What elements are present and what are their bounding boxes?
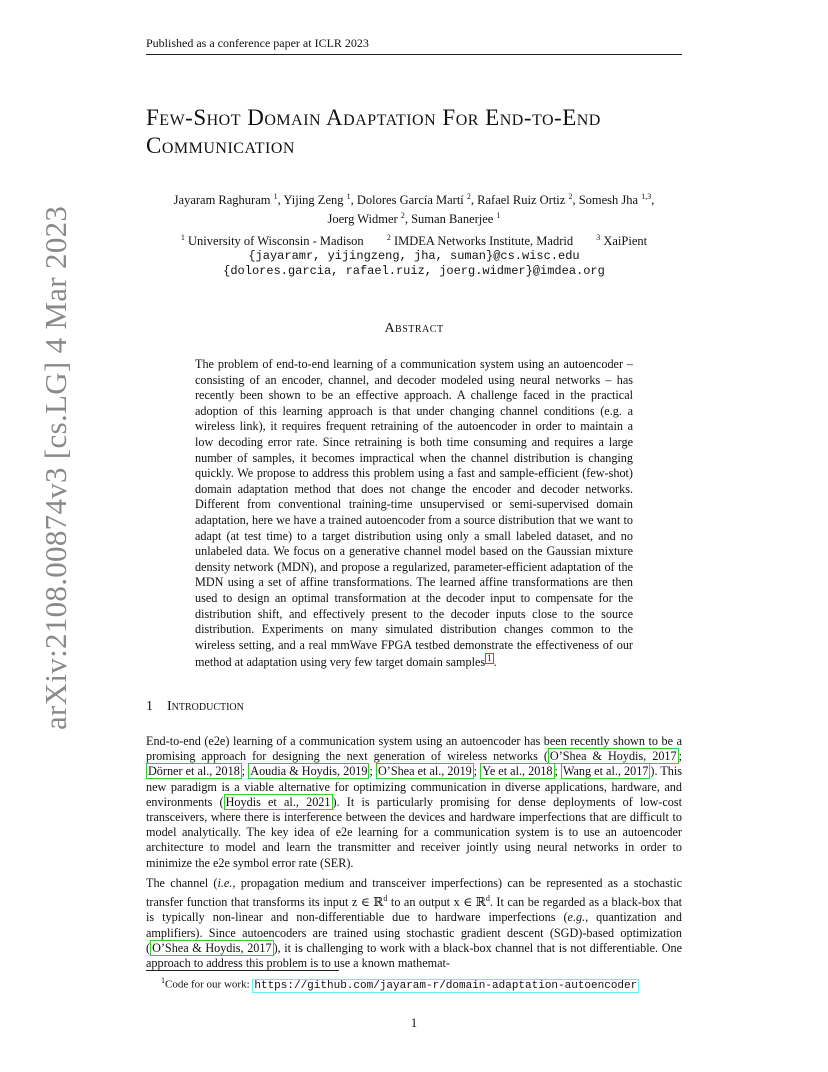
author-affil-mark: 1 (273, 192, 278, 201)
title-line-2: Communication (146, 133, 295, 158)
author-affil-mark: 2 (568, 192, 573, 201)
footnote-rule (146, 970, 339, 971)
citation-link[interactable]: O’Shea & Hoydis, 2017 (152, 940, 272, 955)
paragraph-text: End-to-end (e2e) learning of a communication system using an autoencoder has been recently shown to be a promising approach for designing the next generation of wireless networks ( (146, 734, 682, 764)
paper-title (146, 104, 706, 160)
footnote-url-link[interactable]: https://github.com/jayaram-r/domain-adaptation-autoencoder (254, 979, 638, 992)
paragraph-text: The channel ( (146, 876, 218, 890)
intro-paragraph-2: The channel (i.e., propagation medium and transceiver imperfections) can be represented as a stochastic transfer function that transforms its input z ∈ ℝ$^d$ to an output x ∈ ℝ$^d$. It can be regarded as a black-box that is typically non-linear and non-differentiable due to hardware imperfections (e.g., quantization and amplifiers). Since autoencoders are trained using stochastic gradient descent (SGD)-based optimization ( O’Shea & Hoydis, 2017 ), it is challenging to work with a black-box channel that is not differentiable. One approach to address this problem is to use a known mathemat- (146, 876, 683, 971)
author-name: Dolores García Martí (356, 193, 464, 208)
paragraph-text: , propagation medium and transceiver imperfections) can be represented as a stochastic transfer function that transforms its input z ∈ ℝ (146, 876, 682, 910)
section-title: Introduction (167, 699, 244, 714)
email-imdea: {dolores.garcia, rafael.ruiz, joerg.widmer}@imdea.org (223, 264, 605, 278)
email-wisc: {jayaramr, yijingzeng, jha, suman}@cs.wisc.edu (248, 249, 580, 263)
citation-link[interactable]: Hoydis et al., 2021 (225, 794, 331, 809)
footnote (146, 976, 706, 992)
citation-link[interactable]: O’Shea et al., 2019 (377, 764, 472, 779)
affiliations (146, 233, 682, 249)
header-rule (146, 54, 682, 55)
page-number: 1 (410, 1016, 418, 1030)
author-affil-mark: 1 (346, 192, 351, 201)
citation-link[interactable]: Aoudia & Hoydis, 2019 (250, 764, 368, 779)
footnote-link[interactable]: 1 (487, 653, 492, 664)
author-name: Yijing Zeng (283, 193, 344, 208)
title-line-1: Few-Shot Domain Adaptation For End-to-End (146, 105, 601, 130)
author-affil-mark: 1 (496, 211, 501, 221)
author-list: Jayaram Raghuram $^1$, Yijing Zeng $^1$, Dolores García Martí $^2$, Rafael Ruiz Ortiz $^2$, Somesh Jha $^{1,3}$, Joerg Widmer $^2$, Suman Banerjee $^1$ (173, 192, 655, 227)
intro-paragraph-1: End-to-end (e2e) learning of a communication system using an autoencoder has been recently shown to be a promising approach for designing the next generation of wireless networks ( O’Shea & Hoydis, 2017 ; Dörner et al., 2018 ; Aoudia & Hoydis, 2019 ; O’Shea et al., 2019 ; Ye et al., 2018 ; Wang et al., 2017 ). This new paradigm is a viable alternative for optimizing communication in diverse applications, hardware, and environments ( Hoydis et al., 2021 ). It is particularly promising for dense deployments of low-cost transceivers, where there is interference between the devices and hardware imperfections that are difficult to model analytically. The key idea of e2e learning for a communication system is to use an autoencoder architecture to model and learn the transmitter and receiver jointly using neural networks in order to minimize the e2e symbol error rate (SER). (146, 734, 683, 870)
affiliation-3: $^3$ XaiPient (596, 233, 648, 249)
paragraph-text: ). This new paradigm is a viable alternative for optimizing communication in diverse applications, hardware, and environments ( (146, 764, 683, 809)
section-heading-introduction (146, 699, 244, 715)
author-name: Joerg Widmer (327, 212, 398, 227)
citation-link[interactable]: Wang et al., 2017 (562, 764, 649, 779)
author-name: Suman Banerjee (411, 212, 494, 227)
author-name: Somesh Jha (578, 193, 639, 208)
abstract-body: The problem of end-to-end learning of a communication system using an autoencoder – consisting of an encoder, channel, and decoder modeled using neural networks – has recently been shown to be an effective approach. A challenge faced in the practical adoption of this learning approach is that under changing channel conditions (e.g. a wireless link), it requires frequent retraining of the autoencoder in order to maintain a low decoding error rate. Since retraining is both time consuming and requires a large number of samples, it becomes impractical when the channel distribution is changing quickly. We propose to address this problem using a fast and sample-efficient (few-shot) domain adaptation method that does not change the encoder and decoder networks. Different from conventional training-time unsupervised or semi-supervised domain adaptation, here we have a trained autoencoder from a source distribution that we want to adapt (at test time) to a target distribution using only a small labeled dataset, and no unlabeled data. We focus on a generative channel model based on the Gaussian mixture density network (MDN), and propose a regularized, parameter-efficient adaptation of the MDN using a set of affine transformations. The learned affine transformations are then used to design an optimal transformation at the decoder input to compensate for the distribution shift, and effectively present to the decoder inputs close to the source distribution. Experiments on many simulated distribution changes common to the wireless setting, and a real mmWave FPGA testbed demonstrate the effectiveness of our method at adaptation using very few target domain samples 1 . (195, 357, 633, 670)
footnote-text: Code for our work: (165, 978, 253, 991)
citation-link[interactable]: Dörner et al., 2018 (148, 764, 240, 779)
arxiv-identifier: arXiv:2108.00874v3 [cs.LG] 4 Mar 2023 (38, 205, 73, 730)
abstract-heading: Abstract (384, 321, 444, 336)
citation-link[interactable]: O’Shea & Hoydis, 2017 (549, 749, 677, 764)
affiliation-1: $^1$ University of Wisconsin - Madison (180, 233, 364, 249)
author-name: Rafael Ruiz Ortiz (477, 193, 566, 208)
footnote-number: 1 (161, 976, 165, 985)
section-number: 1 (146, 699, 153, 714)
author-affil-mark: 2 (466, 192, 471, 201)
abstract-text: The problem of end-to-end learning of a communication system using an autoencoder – consisting of an encoder, channel, and decoder modeled using neural networks – has recently been shown to be an effective approach. A challenge faced in the practical adoption of this learning approach is that under changing channel conditions (e.g. a wireless link), it requires frequent retraining of the autoencoder in order to maintain a low decoding error rate. Since retraining is both time consuming and requires a large number of samples, it becomes impractical when the channel distribution is changing quickly. We propose to address this problem using a fast and sample-efficient (few-shot) domain adaptation method that does not change the encoder and decoder networks. Different from conventional training-time unsupervised or semi-supervised domain adaptation, here we have a trained autoencoder from a source distribution that we want to adapt (at test time) to a target distribution using only a small labeled dataset, and no unlabeled data. We focus on a generative channel model based on the Gaussian mixture density network (MDN), and propose a regularized, parameter-efficient adaptation of the MDN using a set of affine transformations. The learned affine transformations are then used to design an optimal transformation at the decoder input to compensate for the distribution shift, and effectively present to the decoder inputs close to the source distribution. Experiments on many simulated distribution changes common to the wireless setting, and a real mmWave FPGA testbed demonstrate the effectiveness of our method at adaptation using very few target domain samples (195, 357, 633, 670)
author-name: Jayaram Raghuram (173, 193, 271, 208)
author-affil-mark: 1,3 (641, 192, 652, 201)
citation-link[interactable]: Ye et al., 2018 (482, 764, 553, 779)
running-header: Published as a conference paper at ICLR 2023 (146, 36, 369, 50)
affiliation-2: $^2$ IMDEA Networks Institute, Madrid (386, 233, 574, 249)
author-affil-mark: 2 (400, 211, 405, 221)
paragraph-text: ). It is particularly promising for dense deployments of low-cost transceivers, where there is interference between the devices and hardware imperfections that are difficult to model analytically. The key idea of e2e learning for a communication system is to use an autoencoder architecture to model and learn the transmitter and receiver jointly using neural networks in order to minimize the e2e symbol error rate (SER). (146, 794, 682, 870)
